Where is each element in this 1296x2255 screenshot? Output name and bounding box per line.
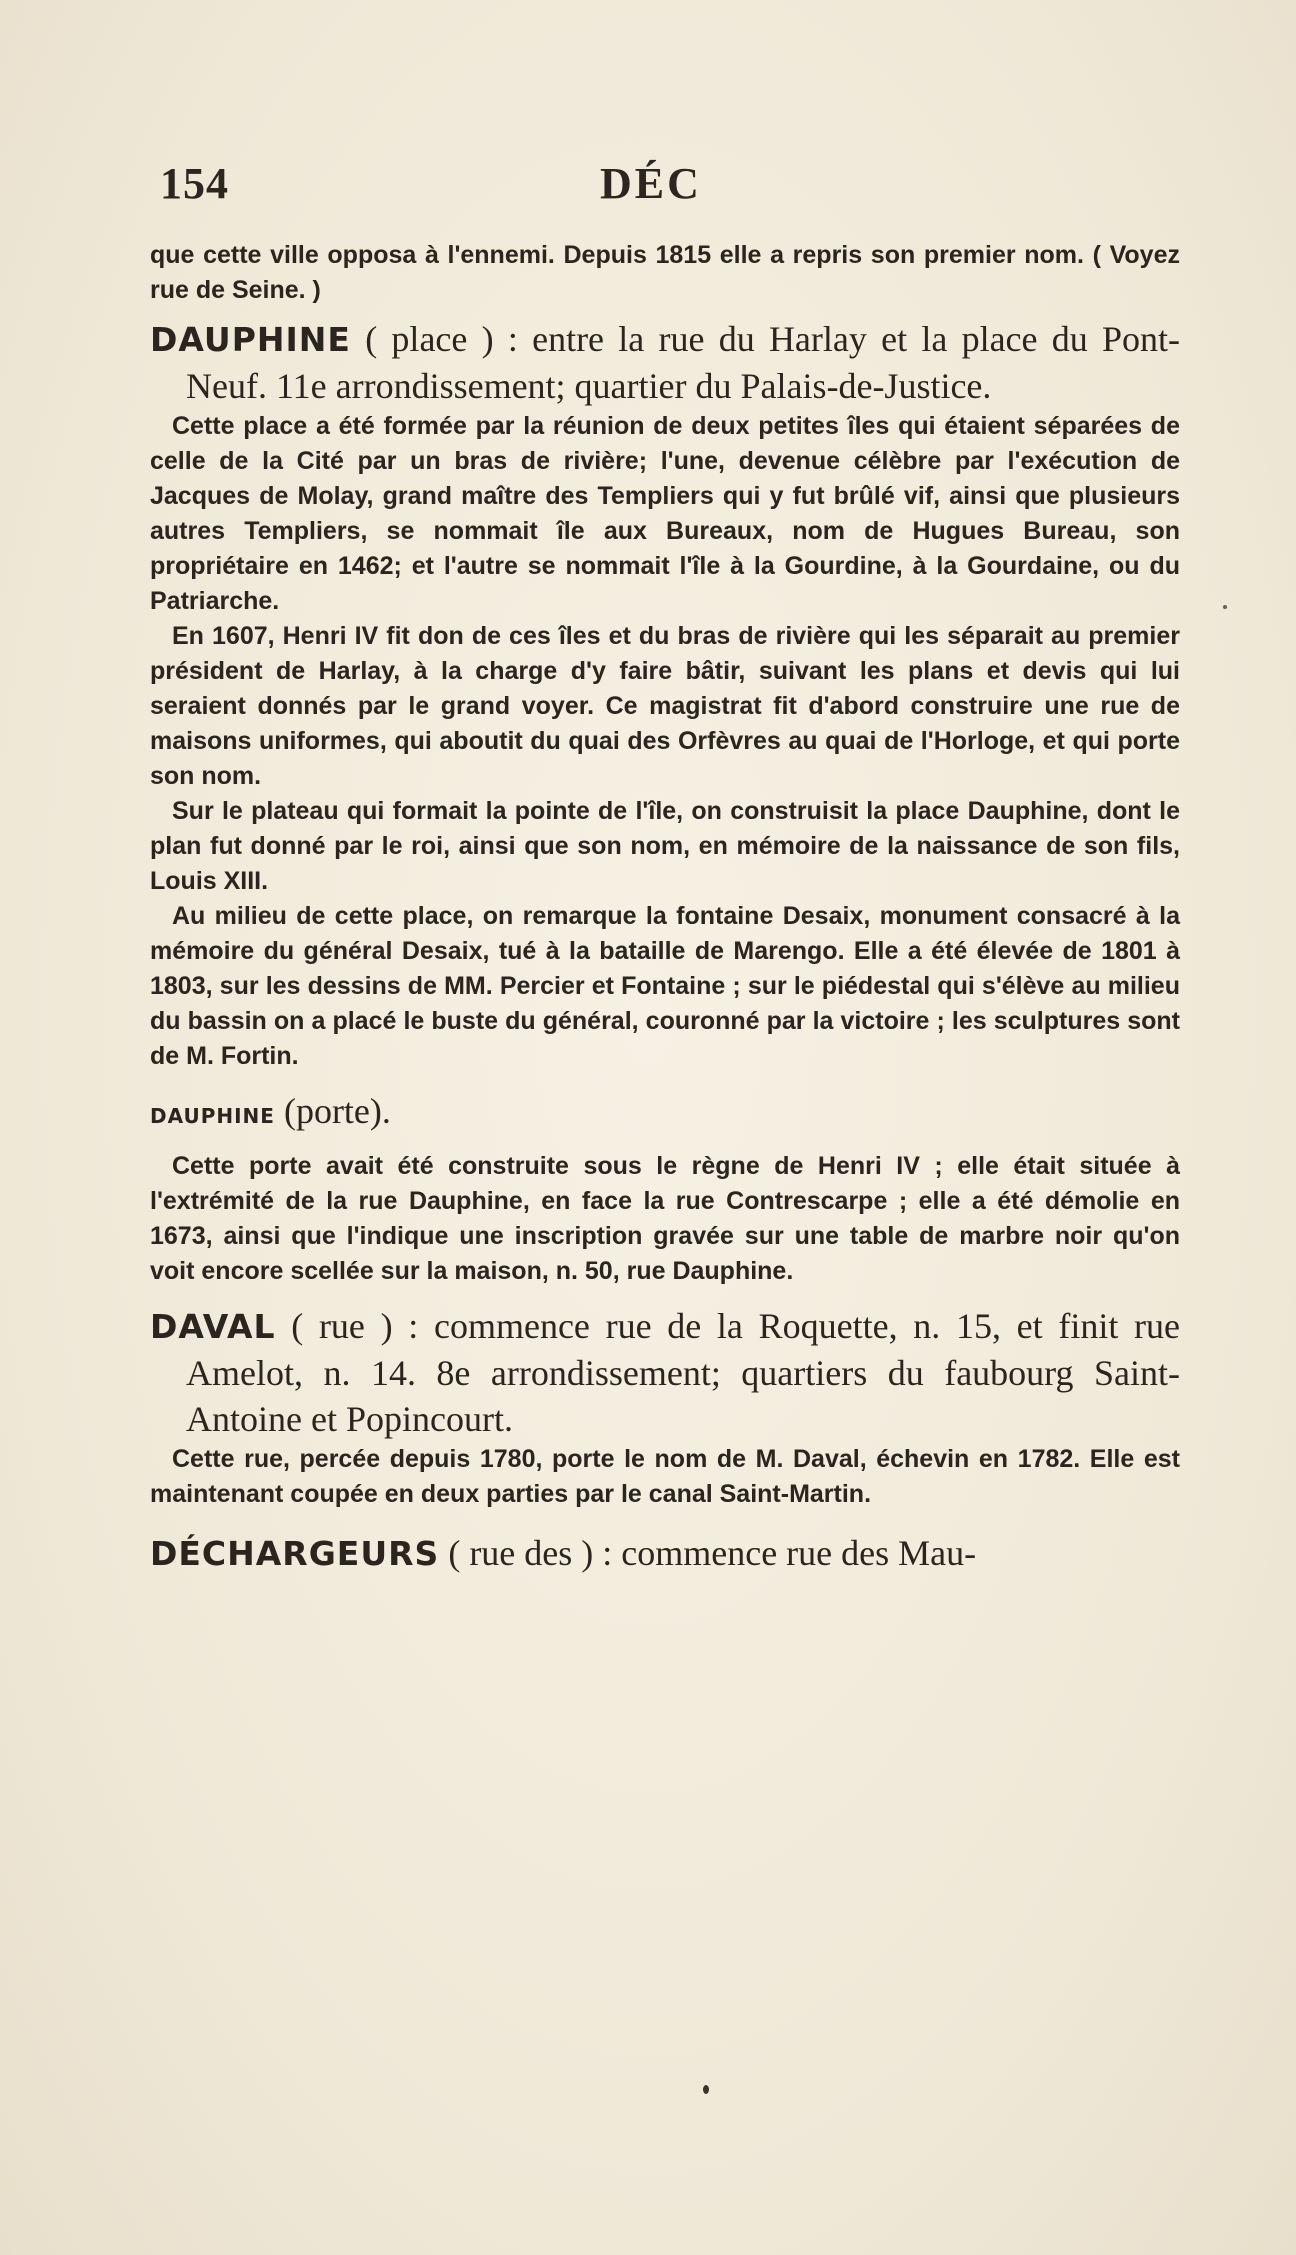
entry-paragraph: Sur le plateau qui formait la pointe de l'île, on construisit la place Dauphine, dont le plan fut donné par le roi, ainsi que son nom, en mémoire de la naissance de son fils, Louis XIII. bbox=[150, 797, 1180, 895]
entry-summary-text: ( place ) : entre la rue du Harlay et la place du Pont-Neuf. 11e arrondissement; quartier du Palais-de-Justice. bbox=[186, 319, 1180, 406]
entry-paragraph: En 1607, Henri IV fit don de ces îles et du bras de rivière qui les séparait au premier président de Harlay, à la charge d'y faire bâtir, suivant les plans et devis qui lui seraient donnés par le grand voyer. Ce magistrat fit d'abord construire une rue de maisons uniformes, qui aboutit du quai des Orfèvres au quai de l'Horloge, et qui porte son nom. bbox=[150, 622, 1180, 790]
running-head: DÉC bbox=[600, 159, 702, 208]
entry-summary bbox=[150, 1530, 1180, 1577]
entry-summary-text: ( rue des ) : commence rue des Mau- bbox=[439, 1533, 977, 1573]
entry-porte-dauphine bbox=[150, 1088, 1180, 1289]
entry-paragraph: Cette porte avait été construite sous le règne de Henri IV ; elle était située à l'extrémité de la rue Dauphine, en face la rue Contrescarpe ; elle a été démolie en 1673, ainsi que l'indique une inscription gravée sur une table de marbre noir qu'on voit encore scellée sur la maison, n. 50, rue Dauphine. bbox=[150, 1152, 1180, 1285]
page-number: 154 bbox=[160, 159, 229, 208]
entry-place-dauphine bbox=[150, 316, 1180, 1074]
entry-summary-text: (porte). bbox=[274, 1091, 391, 1131]
entry-summary-text: ( rue ) : commence rue de la Roquette, n. 15, et finit rue Amelot, n. 14. 8e arrondissement; quartiers du faubourg Saint-Antoine et Popincourt. bbox=[186, 1306, 1180, 1439]
entry-paragraph: Au milieu de cette place, on remarque la fontaine Desaix, monument consacré à la mémoire du général Desaix, tué à la bataille de Marengo. Elle a été élevée de 1801 à 1803, sur les dessins de MM. Percier et Fontaine ; sur le piédestal qui s'élève au milieu du bassin on a placé le buste du général, couronné par la victoire ; les sculptures sont de M. Fortin. bbox=[150, 902, 1180, 1070]
entry-summary bbox=[150, 1303, 1180, 1442]
entry-headword: DÉCHARGEURS bbox=[150, 1534, 440, 1573]
entry-headword: DAUPHINE bbox=[150, 1104, 275, 1128]
page-header bbox=[160, 158, 1180, 218]
intro-paragraph: que cette ville opposa à l'ennemi. Depuis 1815 elle a repris son premier nom. ( Voyez rue de Seine. ) bbox=[150, 241, 1180, 304]
entry-headword: DAUPHINE bbox=[150, 320, 351, 359]
entry-paragraph: Cette rue, percée depuis 1780, porte le nom de M. Daval, échevin en 1782. Elle est maintenant coupée en deux parties par le canal Saint-Martin. bbox=[150, 1445, 1180, 1508]
entry-summary bbox=[150, 1088, 1180, 1139]
entry-headword: DAVAL bbox=[150, 1307, 276, 1346]
entry-rue-dechargeurs bbox=[150, 1530, 1180, 1577]
printer-mark-dot bbox=[703, 2085, 709, 2094]
entry-paragraph: Cette place a été formée par la réunion de deux petites îles qui étaient séparées de celle de la Cité par un bras de rivière; l'une, devenue célèbre par l'exécution de Jacques de Molay, grand maître des Templiers qui y fut brûlé vif, ainsi que plusieurs autres Templiers, se nommait île aux Bureaux, nom de Hugues Bureau, son propriétaire en 1462; et l'autre se nommait l'île à la Gourdine, à la Gourdaine, ou du Patriarche. bbox=[150, 412, 1180, 615]
page-content bbox=[150, 238, 1180, 1577]
entry-summary bbox=[150, 316, 1180, 409]
entry-rue-daval bbox=[150, 1303, 1180, 1512]
ink-speck bbox=[1223, 605, 1227, 609]
